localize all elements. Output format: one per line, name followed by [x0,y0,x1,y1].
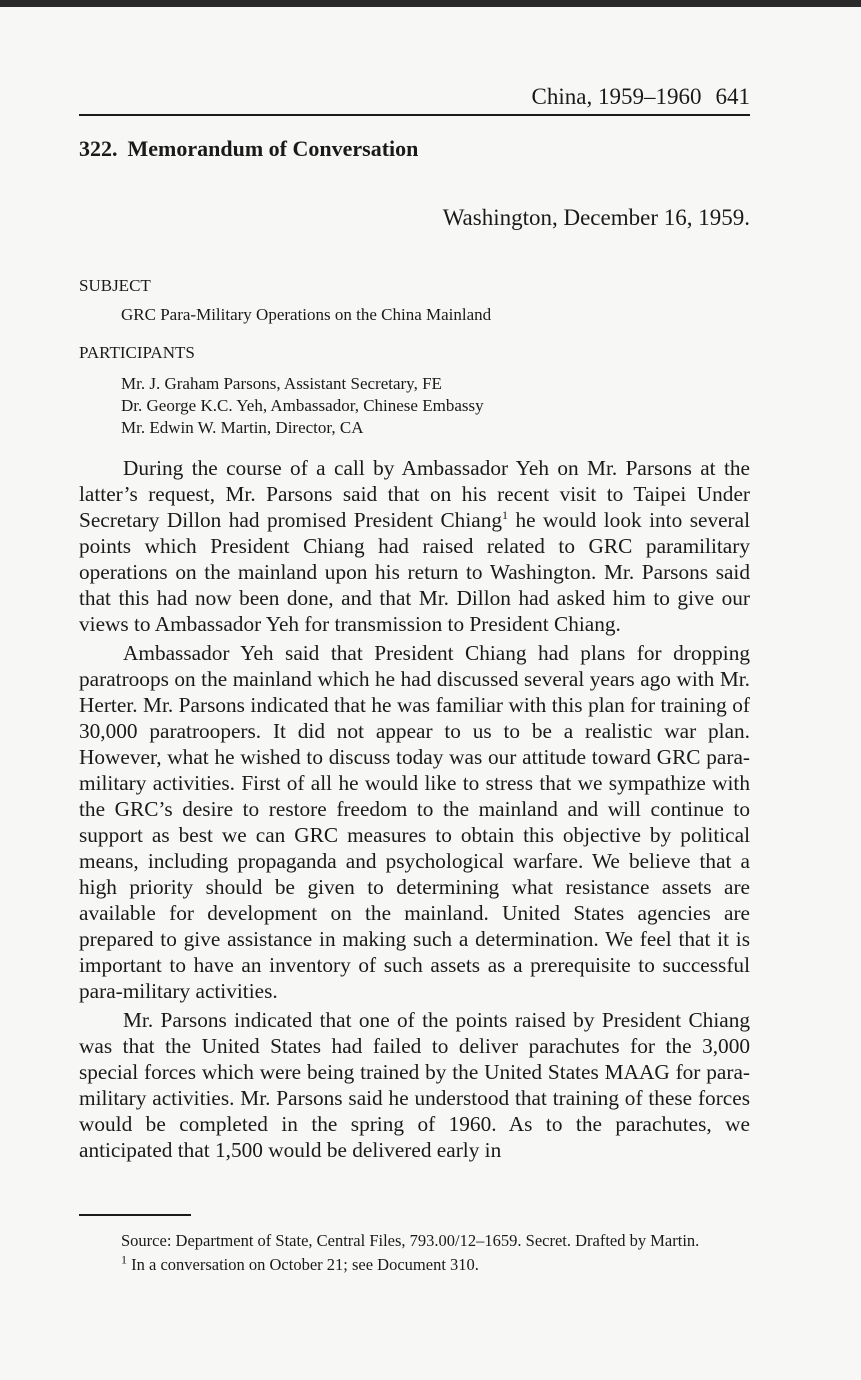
paragraph-text: he would look into several points which President Chiang had raised related to GRC paramilitary operations on the mainland upon his return to Washington. Mr. Parsons said that this had now been done, and that Mr. Dillon had asked him to give our views to Ambassador Yeh for transmission to President Chiang. [79,508,751,636]
paragraph: Mr. Parsons indicated that one of the points raised by President Chiang was that the United States had failed to deliver parachutes for the 3,000 special forces which were being trained by the United States MAAG for para-military activities. Mr. Parsons said he understood that training of these forces would be completed in the spring of 1960. As to the parachutes, we anticipated that 1,500 would be delivered early in [79,1008,750,1162]
participant: Dr. George K.C. Yeh, Ambassador, Chinese Embassy [121,396,484,415]
footnote-divider [79,1214,191,1216]
subject-text: GRC Para-Military Operations on the China Mainland [121,305,492,324]
page-number: 641 [715,84,750,109]
paragraph-text: During the course of a call by Ambassador Yeh on Mr. Parsons at the latter’s request, Mr. Parsons said that on his recent visit to Taipei Under Secretary Dillon had promised President Chiang [79,456,750,532]
running-head-title: China, 1959–1960 [531,84,702,109]
source-note: Source: Department of State, Central Files, 793.00/12–1659. Secret. Drafted by Martin. [121,1231,700,1250]
paragraph: Ambassador Yeh said that President Chiang had plans for dropping paratroops on the mainland which he had discussed several years ago with Mr. Herter. Mr. Parsons indicated that he was familiar with this plan for training of 30,000 paratroopers. It did not appear to us to be a realistic war plan. However, what he wished to discuss today was our attitude toward GRC para-military activities. First of all he would like to stress that we sympathize with the GRC’s desire to restore freedom to the mainland and will continue to support as best we can GRC measures to obtain this objective by political means, including propaganda and psychological warfare. We believe that a high priority should be given to determining what resistance assets are available for development on the mainland. United States agencies are prepared to give assistance in making such a determination. We feel that it is important to have an inventory of such assets as a prerequisite to successful para-military activities. [79,641,750,1003]
footnote-text: In a conversation on October 21; see Document 310. [127,1255,479,1274]
footnotes [79,1230,750,1275]
participants-list [121,373,484,439]
footnote [79,1254,750,1275]
document-title: Memorandum of Conversation [127,136,419,161]
subject-label: SUBJECT [79,276,151,295]
document-heading [79,136,418,162]
document-number: 322. [79,136,118,161]
participant: Mr. J. Graham Parsons, Assistant Secretary, FE [121,374,442,393]
participants-label: PARTICIPANTS [79,343,195,362]
footnote-mark: 1 [121,1252,127,1267]
participant: Mr. Edwin W. Martin, Director, CA [121,418,364,437]
scan-top-edge [0,0,861,7]
place-date: Washington, December 16, 1959. [442,205,750,230]
running-head [79,82,750,116]
paragraph [79,455,750,637]
footnote-ref: 1 [502,507,508,522]
memo-body [79,455,750,1163]
